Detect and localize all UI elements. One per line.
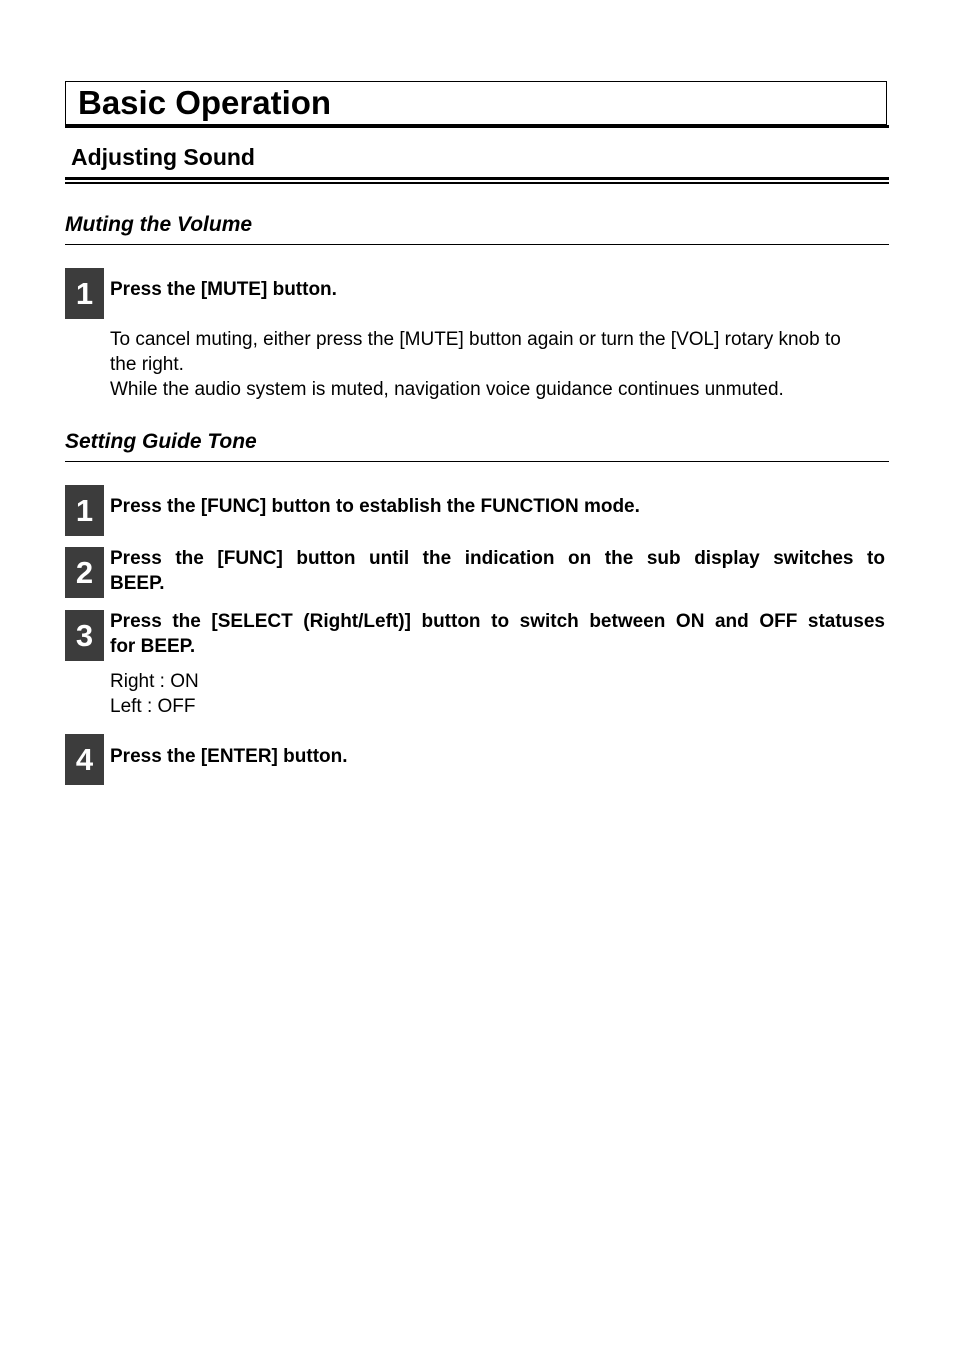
- muting-step-1-badge: 1: [65, 268, 104, 319]
- guide-tone-step-4-instruction: Press the [ENTER] button.: [110, 746, 348, 767]
- section-rule-thin: [65, 182, 889, 184]
- guide-tone-step-4-badge: 4: [65, 734, 104, 785]
- title-underline: [65, 125, 889, 128]
- guide-tone-step-3-instruction: [110, 609, 885, 659]
- guide-tone-step-2-instruction: [110, 546, 885, 596]
- section-title: Adjusting Sound: [71, 144, 255, 170]
- guide-tone-step-2-line-2: BEEP.: [110, 573, 165, 594]
- guide-tone-step-1-instruction: Press the [FUNC] button to establish the FUNCTION mode.: [110, 496, 640, 517]
- guide-tone-step-2-badge: 2: [65, 547, 104, 598]
- section-rule-thick: [65, 177, 889, 180]
- muting-heading-rule: [65, 244, 889, 245]
- muting-heading: Muting the Volume: [65, 213, 253, 236]
- muting-step-1-instruction: Press the [MUTE] button.: [110, 279, 337, 300]
- option-right-on: Right : ON: [110, 671, 199, 692]
- muting-note-line-3: While the audio system is muted, navigation voice guidance continues unmuted.: [110, 379, 784, 400]
- muting-note-line-1: To cancel muting, either press the [MUTE] button again or turn the [VOL] rotary knob to: [110, 329, 841, 350]
- guide-tone-step-1-badge: 1: [65, 485, 104, 536]
- guide-tone-heading: Setting Guide Tone: [65, 430, 257, 453]
- guide-tone-step-3-options: [110, 669, 890, 719]
- guide-tone-step-3-line-2: for BEEP.: [110, 636, 196, 657]
- page-title-box: [65, 81, 887, 125]
- muting-note-line-2: the right.: [110, 354, 184, 375]
- guide-tone-heading-rule: [65, 461, 889, 462]
- guide-tone-step-3-badge: 3: [65, 610, 104, 661]
- option-left-off: Left : OFF: [110, 696, 196, 717]
- muting-notes: [110, 327, 890, 402]
- page-title: Basic Operation: [78, 84, 332, 121]
- guide-tone-step-3-line-1: Press the [SELECT (Right/Left)] button to switch between ON and OFF statuses: [110, 611, 885, 632]
- guide-tone-step-2-line-1: Press the [FUNC] button until the indication on the sub display switches to: [110, 548, 885, 569]
